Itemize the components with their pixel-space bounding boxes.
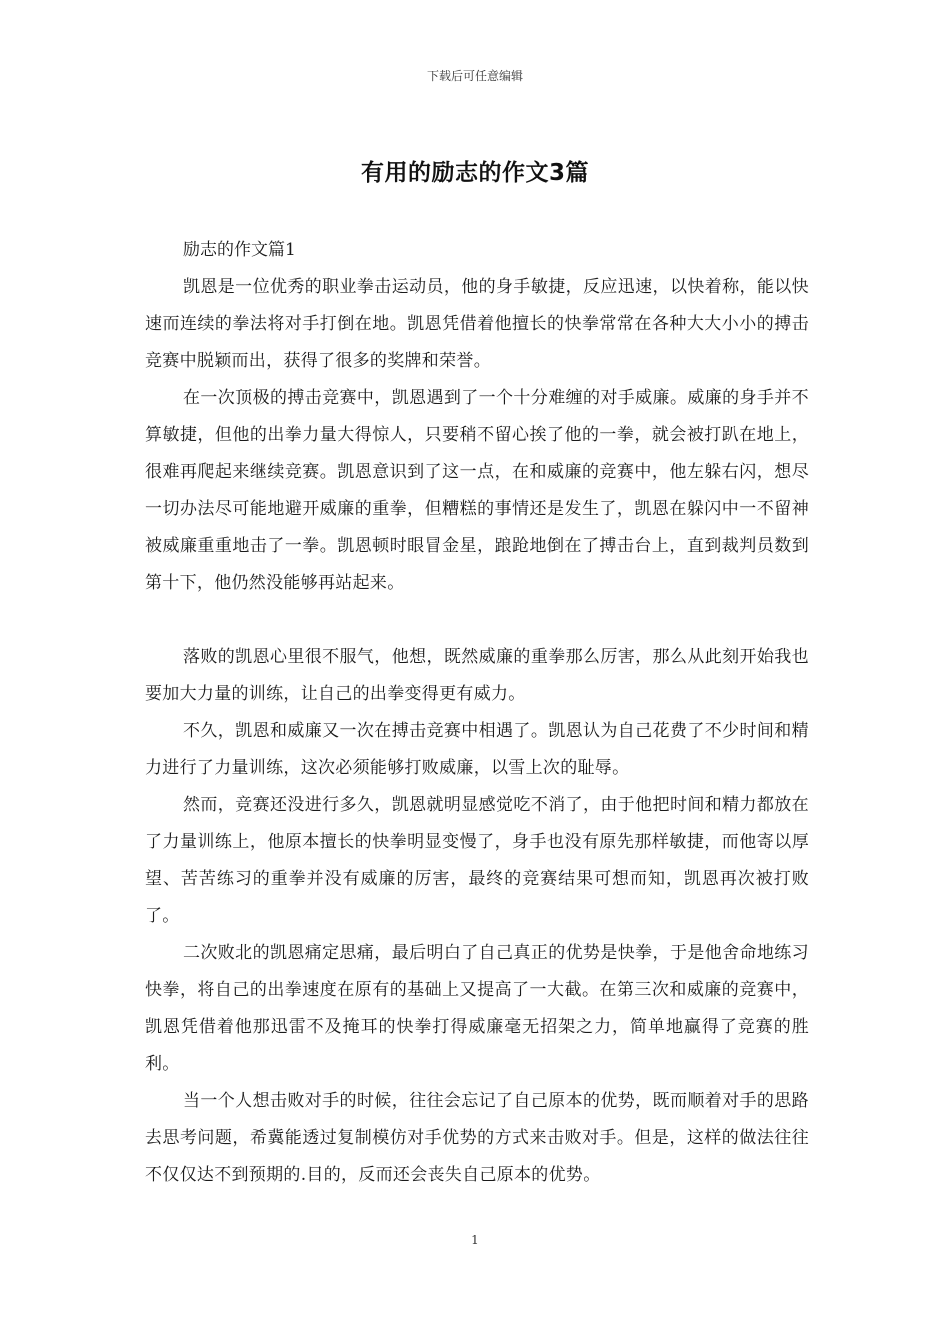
page-number: 1: [471, 1233, 479, 1247]
header-note: 下载后可任意编辑: [426, 69, 523, 83]
paragraph-spacer: [145, 602, 809, 639]
paragraph-1: 凯恩是一位优秀的职业拳击运动员，他的身手敏捷，反应迅速，以快着称，能以快速而连续的拳法将对手打倒在地。凯恩凭借着他擅长的快拳常常在各种大大小小的搏击竞赛中脱颖而出，获得了很多的奖牌和荣誉。: [145, 277, 809, 371]
section-heading: 励志的作文篇1: [183, 240, 296, 260]
document-body: [145, 232, 809, 1194]
paragraph-5: 然而，竞赛还没进行多久，凯恩就明显感觉吃不消了，由于他把时间和精力都放在了力量训练上，他原本擅长的快拳明显变慢了，身手也没有原先那样敏捷，而他寄以厚望、苦苦练习的重拳并没有威廉的厉害，最终的竞赛结果可想而知，凯恩再次被打败了。: [145, 795, 809, 926]
paragraph-2: 在一次顶极的搏击竞赛中，凯恩遇到了一个十分难缠的对手威廉。威廉的身手并不算敏捷，但他的出拳力量大得惊人，只要稍不留心挨了他的一拳，就会被打趴在地上，很难再爬起来继续竞赛。凯恩意识到了这一点，在和威廉的竞赛中，他左躲右闪，想尽一切办法尽可能地避开威廉的重拳，但糟糕的事情还是发生了，凯恩在躲闪中一不留神被威廉重重地击了一拳。凯恩顿时眼冒金星，踉跄地倒在了搏击台上，直到裁判员数到第十下，他仍然没能够再站起来。: [145, 388, 809, 593]
paragraph-7: 当一个人想击败对手的时候，往往会忘记了自己原本的优势，既而顺着对手的思路去思考问题，希冀能透过复制模仿对手优势的方式来击败对手。但是，这样的做法往往不仅仅达不到预期的.目的，反而还会丧失自己原本的优势。: [145, 1091, 809, 1185]
paragraph-4: 不久，凯恩和威廉又一次在搏击竞赛中相遇了。凯恩认为自己花费了不少时间和精力进行了力量训练，这次必须能够打败威廉，以雪上次的耻辱。: [145, 721, 809, 778]
document-title: 有用的励志的作文3篇: [360, 160, 589, 186]
paragraph-3: 落败的凯恩心里很不服气，他想，既然威廉的重拳那么厉害，那么从此刻开始我也要加大力量的训练，让自己的出拳变得更有威力。: [145, 647, 809, 704]
paragraph-6: 二次败北的凯恩痛定思痛，最后明白了自己真正的优势是快拳，于是他舍命地练习快拳，将自己的出拳速度在原有的基础上又提高了一大截。在第三次和威廉的竞赛中，凯恩凭借着他那迅雷不及掩耳的快拳打得威廉毫无招架之力，简单地赢得了竞赛的胜利。: [145, 943, 809, 1074]
